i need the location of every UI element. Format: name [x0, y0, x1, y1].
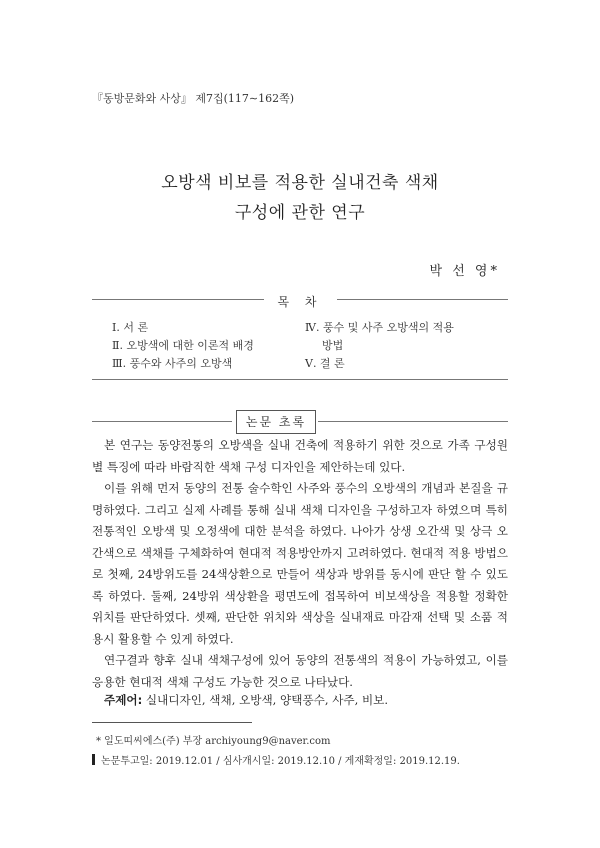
toc-heading: 목 차	[0, 291, 600, 310]
keywords-list: 실내디자인, 색채, 오방색, 양택풍수, 사주, 비보.	[142, 693, 389, 707]
abstract-paragraph-2: 이를 위해 먼저 동양의 전통 술수학인 사주와 풍수의 오방색의 개념과 본질을 규명하였다. 그리고 실제 사례를 통해 실내 색채 디자인을 구성하고자 하였으며 특히 전통적인 오방색 및 오정색에 대한 분석을 하였다. 나아가 상생 오간색 및 상극 오간색으로 색채를 구체화하여 현대적 적용방안까지 고려하였다. 현대적 적용 방법으로 첫째, 24방위도를 24색상환으로 만들어 색상과 방위를 동시에 판단 할 수 있도록 하였다. 둘째, 24방위 색상환을 평면도에 접목하여 비보색상을 적용할 정확한 위치를 판단하였다. 셋째, 판단한 위치와 색상을 실내재료 마감재 선택 및 소품 적용시 활용할 수 있게 하였다.	[92, 481, 508, 646]
toc-item-2: Ⅱ. 오방색에 대한 이론적 배경	[112, 339, 254, 352]
abstract-body	[92, 435, 508, 693]
paper-title-line-1: 오방색 비보를 적용한 실내건축 색채	[161, 173, 439, 193]
keywords-label: 주제어:	[104, 693, 143, 707]
footnote-dates-text: 논문투고일: 2019.12.01 / 심사개시일: 2019.12.10 / 게재확정일: 2019.12.19.	[101, 756, 460, 767]
journal-citation: 『동방문화와 사상』 제7집(117∼162쪽)	[92, 92, 295, 105]
keywords	[104, 692, 388, 708]
abstract-heading: 논문 초록	[236, 410, 316, 434]
footnote-rule	[92, 722, 252, 723]
toc-item-3: Ⅲ. 풍수와 사주의 오방색	[112, 357, 233, 370]
toc-item-5: Ⅴ. 결 론	[305, 357, 345, 370]
toc-item-4: Ⅳ. 풍수 및 사주 오방색의 적용	[305, 321, 454, 334]
footnote-affiliation: * 일도띠씨에스(주) 부장 archiyoung9@naver.com	[96, 736, 331, 747]
marker-bar-icon	[92, 754, 95, 765]
toc-item-1: Ⅰ. 서 론	[112, 321, 149, 334]
abstract-paragraph-1: 본 연구는 동양전통의 오방색을 실내 건축에 적용하기 위한 것으로 가족 구성원별 특징에 따라 바람직한 색채 구성 디자인을 제안하는데 있다.	[92, 438, 508, 474]
abstract-rule-left	[92, 421, 232, 422]
author-name: 박 선 영*	[429, 264, 500, 279]
toc-bottom-rule	[92, 379, 508, 380]
abstract-paragraph-3: 연구결과 향후 실내 색채구성에 있어 동양의 전통색의 적용이 가능하였고, 이를 응용한 현대적 색채 구성도 가능한 것으로 나타났다.	[92, 653, 508, 689]
toc-item-4-cont: 방법	[322, 339, 344, 352]
abstract-rule-right	[318, 421, 508, 422]
footnote-dates	[92, 752, 460, 767]
paper-title-line-2: 구성에 관한 연구	[234, 203, 366, 223]
